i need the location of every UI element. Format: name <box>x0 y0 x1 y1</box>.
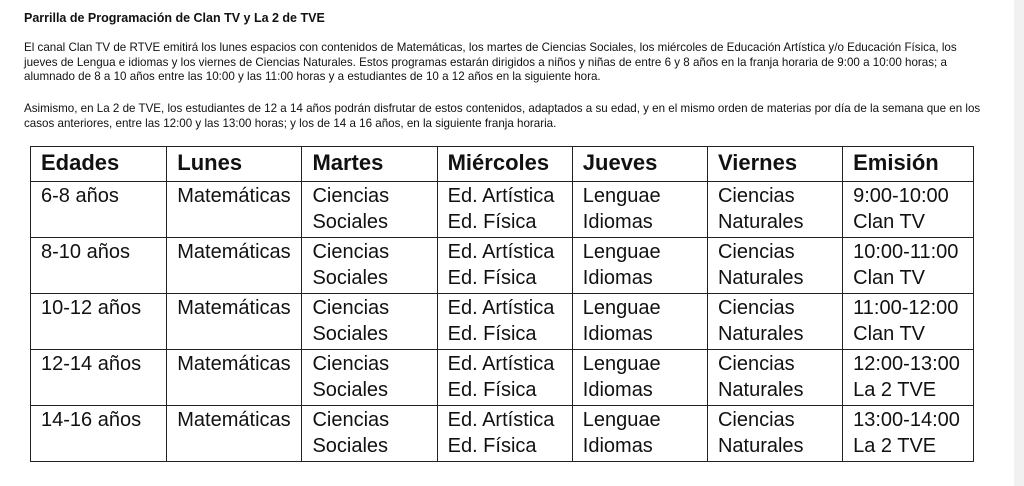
jueves-word-e: e <box>649 297 661 319</box>
cell-martes <box>302 238 437 294</box>
document-title: Parrilla de Programación de Clan TV y La 2 de TVE <box>24 11 325 25</box>
emision-channel: Clan TV <box>853 323 926 345</box>
cell-emision <box>843 350 974 406</box>
cell-jueves <box>572 406 707 462</box>
cell-lunes <box>167 238 302 294</box>
martes-line-1: Ciencias <box>312 241 390 263</box>
table-row <box>31 350 974 406</box>
jueves-line-2: Idiomas <box>582 211 653 233</box>
cell-jueves <box>572 350 707 406</box>
cell-miercoles <box>437 294 572 350</box>
emision-channel: La 2 TVE <box>853 435 937 457</box>
jueves-line-2: Idiomas <box>582 323 653 345</box>
jueves-word-lengua: Lengua <box>582 409 650 431</box>
viernes-line-2: Naturales <box>717 211 804 233</box>
miercoles-line-1: Ed. Artística <box>447 185 555 207</box>
emision-channel: La 2 TVE <box>853 379 937 401</box>
emision-time: 10:00-11:00 <box>853 241 959 263</box>
jueves-line-1 <box>583 239 707 265</box>
edad-text: 12-14 años <box>41 353 142 375</box>
table-row <box>31 182 974 238</box>
cell-jueves <box>572 294 707 350</box>
martes-line-2: Sociales <box>312 435 389 457</box>
cell-emision <box>843 238 974 294</box>
cell-viernes <box>707 238 842 294</box>
cell-martes <box>302 294 437 350</box>
jueves-line-1 <box>583 407 707 433</box>
viernes-line-1: Ciencias <box>717 241 795 263</box>
viernes-line-2: Naturales <box>717 379 804 401</box>
cell-viernes <box>707 294 842 350</box>
miercoles-line-2: Ed. Física <box>447 323 537 345</box>
miercoles-line-2: Ed. Física <box>447 435 537 457</box>
lunes-text: Matemáticas <box>177 353 291 375</box>
cell-martes <box>302 182 437 238</box>
edad-text: 8-10 años <box>41 241 130 263</box>
cell-emision <box>843 406 974 462</box>
cell-lunes <box>167 294 302 350</box>
lunes-text: Matemáticas <box>177 409 291 431</box>
cell-edad <box>31 294 167 350</box>
table-row <box>31 238 974 294</box>
table-header-row <box>31 147 974 182</box>
jueves-line-2: Idiomas <box>582 435 653 457</box>
emision-time: 13:00-14:00 <box>853 409 960 431</box>
jueves-word-e: e <box>649 353 661 375</box>
martes-line-2: Sociales <box>312 267 389 289</box>
martes-line-1: Ciencias <box>312 185 390 207</box>
martes-line-2: Sociales <box>312 379 389 401</box>
viernes-line-2: Naturales <box>717 323 804 345</box>
cell-emision <box>843 294 974 350</box>
cell-jueves <box>572 182 707 238</box>
lunes-text: Matemáticas <box>177 185 291 207</box>
miercoles-line-2: Ed. Física <box>447 267 537 289</box>
table-row <box>31 294 974 350</box>
header-miercoles: Miércoles <box>437 147 572 182</box>
edad-text: 14-16 años <box>41 409 142 431</box>
jueves-word-lengua: Lengua <box>582 185 650 207</box>
martes-line-2: Sociales <box>312 211 389 233</box>
jueves-word-lengua: Lengua <box>582 241 650 263</box>
paragraph-clan-tv: El canal Clan TV de RTVE emitirá los lunes espacios con contenidos de Matemáticas, los martes de Ciencias Sociales, los miércoles de Educación Artística y/o Educación Física, los jueves de Lengua e idiomas y los viernes de Ciencias Naturales. Estos programas estarán dirigidos a niños y niñas de entre 6 y 8 años en la franja horaria de 9:00 a 10:00 horas; a alumnado de 8 a 10 años entre las 10:00 y las 11:00 horas y a estudiantes de 10 a 12 años en la siguiente hora. <box>24 41 957 84</box>
viernes-line-2: Naturales <box>717 267 804 289</box>
cell-lunes <box>167 406 302 462</box>
jueves-word-e: e <box>649 241 661 263</box>
miercoles-line-2: Ed. Física <box>447 379 537 401</box>
viernes-line-2: Naturales <box>717 435 804 457</box>
jueves-word-lengua: Lengua <box>582 353 650 375</box>
header-emision: Emisión <box>843 147 974 182</box>
header-lunes: Lunes <box>167 147 302 182</box>
miercoles-line-1: Ed. Artística <box>447 241 555 263</box>
header-viernes: Viernes <box>707 147 842 182</box>
viernes-line-1: Ciencias <box>717 353 795 375</box>
cell-viernes <box>707 182 842 238</box>
cell-viernes <box>707 406 842 462</box>
cell-jueves <box>572 238 707 294</box>
emision-time: 12:00-13:00 <box>853 353 960 375</box>
jueves-line-1 <box>583 183 707 209</box>
lunes-text: Matemáticas <box>177 297 291 319</box>
jueves-line-2: Idiomas <box>582 267 653 289</box>
header-jueves: Jueves <box>572 147 707 182</box>
vertical-scrollbar[interactable] <box>1014 0 1024 486</box>
jueves-line-1 <box>583 295 707 321</box>
miercoles-line-2: Ed. Física <box>447 211 537 233</box>
cell-viernes <box>707 350 842 406</box>
table-row <box>31 406 974 462</box>
viernes-line-1: Ciencias <box>717 297 795 319</box>
cell-martes <box>302 350 437 406</box>
jueves-word-e: e <box>649 409 661 431</box>
cell-miercoles <box>437 350 572 406</box>
lunes-text: Matemáticas <box>177 241 291 263</box>
miercoles-line-1: Ed. Artística <box>447 409 555 431</box>
jueves-line-2: Idiomas <box>582 379 653 401</box>
cell-edad <box>31 406 167 462</box>
cell-edad <box>31 238 167 294</box>
martes-line-2: Sociales <box>312 323 389 345</box>
viernes-line-1: Ciencias <box>717 409 795 431</box>
header-edades: Edades <box>31 147 167 182</box>
edad-text: 10-12 años <box>41 297 142 319</box>
paragraph-la2: Asimismo, en La 2 de TVE, los estudiantes de 12 a 14 años podrán disfrutar de estos contenidos, adaptados a su edad, y en el mismo orden de materias por día de la semana que en los casos anteriores, entre las 12:00 y las 13:00 horas; y los de 14 a 16 años, en la siguiente franja horaria. <box>24 102 981 130</box>
cell-emision <box>843 182 974 238</box>
miercoles-line-1: Ed. Artística <box>447 297 555 319</box>
martes-line-1: Ciencias <box>312 409 390 431</box>
jueves-line-1 <box>583 351 707 377</box>
emision-channel: Clan TV <box>853 211 926 233</box>
viernes-line-1: Ciencias <box>717 185 795 207</box>
cell-miercoles <box>437 238 572 294</box>
cell-edad <box>31 350 167 406</box>
cell-martes <box>302 406 437 462</box>
miercoles-line-1: Ed. Artística <box>447 353 555 375</box>
cell-edad <box>31 182 167 238</box>
cell-miercoles <box>437 182 572 238</box>
cell-lunes <box>167 182 302 238</box>
martes-line-1: Ciencias <box>312 297 390 319</box>
cell-lunes <box>167 350 302 406</box>
jueves-word-e: e <box>649 185 661 207</box>
header-martes: Martes <box>302 147 437 182</box>
jueves-word-lengua: Lengua <box>582 297 650 319</box>
emision-channel: Clan TV <box>853 267 926 289</box>
schedule-table <box>30 146 974 462</box>
edad-text: 6-8 años <box>41 185 119 207</box>
cell-miercoles <box>437 406 572 462</box>
emision-time: 11:00-12:00 <box>853 297 959 319</box>
martes-line-1: Ciencias <box>312 353 390 375</box>
emision-time: 9:00-10:00 <box>853 185 949 207</box>
